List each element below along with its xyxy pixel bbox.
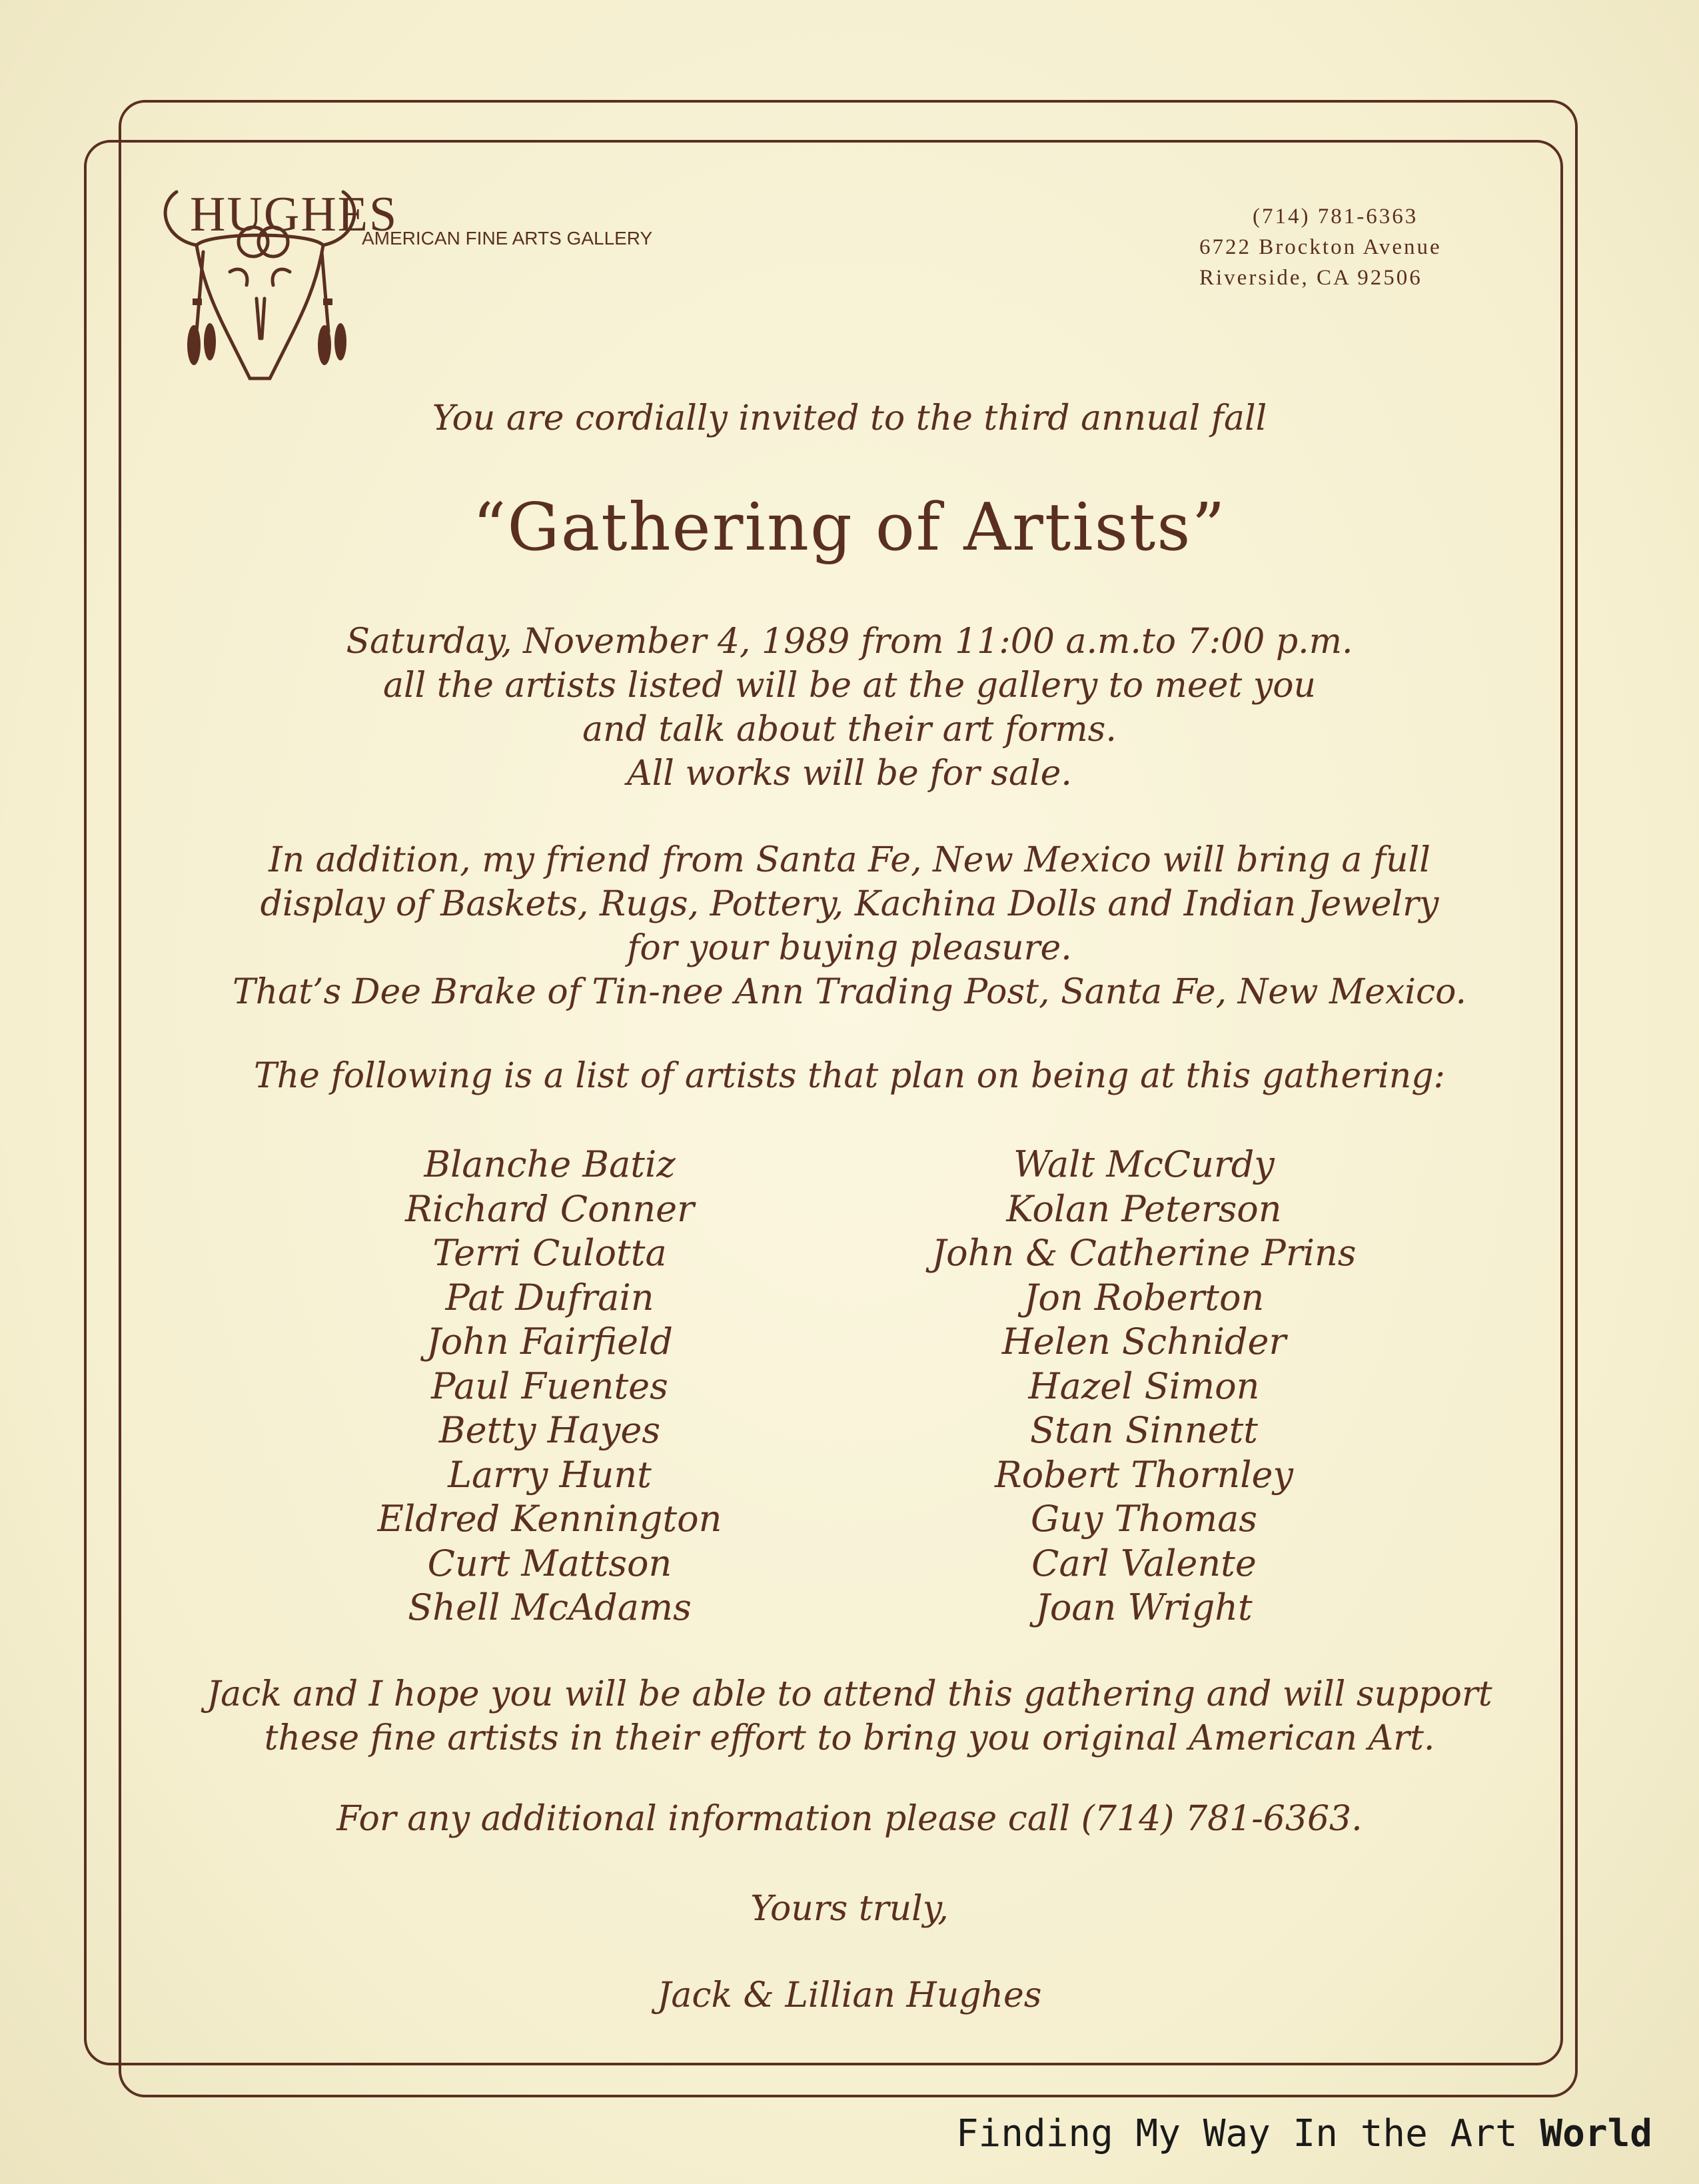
blog-watermark: [956, 2112, 1652, 2155]
details-line: Saturday, November 4, 1989 from 11:00 a.m.to 7:00 p.m.: [346, 622, 1353, 662]
artist-name: Blanche Batiz: [424, 1143, 676, 1185]
artist-name: Pat Dufrain: [445, 1276, 654, 1319]
artist-name: Terri Culotta: [432, 1232, 667, 1274]
gallery-city: Riverside, CA 92506: [1199, 266, 1422, 290]
artist-name: Eldred Kennington: [377, 1498, 722, 1540]
artist-name: Jon Roberton: [1023, 1276, 1265, 1319]
gallery-phone: (714) 781-6363: [1253, 205, 1418, 229]
watermark-bold-text: World: [1540, 2112, 1652, 2155]
addition-line: That’s Dee Brake of Tin-nee Ann Trading Post, Santa Fe, New Mexico.: [232, 972, 1467, 1012]
contact-block: [1199, 201, 1506, 293]
gallery-name: HUGHES: [190, 187, 398, 242]
artist-name: Helen Schnider: [1001, 1321, 1287, 1363]
event-title: “Gathering of Artists”: [472, 490, 1227, 566]
closing-line: these fine artists in their effort to bring you original American Art.: [264, 1718, 1435, 1758]
artist-list-intro: The following is a list of artists that plan on being at this gathering:: [253, 1056, 1446, 1096]
gallery-logo: [150, 179, 653, 398]
artist-name: Betty Hayes: [438, 1409, 661, 1451]
invitation-intro: You are cordially invited to the third annual fall: [432, 398, 1267, 438]
artist-name: Richard Conner: [405, 1187, 694, 1230]
artist-name: Hazel Simon: [1028, 1365, 1260, 1407]
addition-line: for your buying pleasure.: [627, 928, 1072, 968]
closing-paragraph: [0, 1672, 1699, 1760]
artist-list-right: [911, 1143, 1377, 1630]
event-details: [0, 620, 1699, 796]
artist-name: Kolan Peterson: [1006, 1187, 1282, 1230]
details-line: all the artists listed will be at the gallery to meet you: [382, 666, 1316, 706]
regards: Yours truly,: [750, 1889, 949, 1929]
artist-name: Curt Mattson: [427, 1542, 672, 1584]
artist-name: Carl Valente: [1031, 1542, 1257, 1584]
artist-name: Shell McAdams: [408, 1586, 692, 1628]
signature: Jack & Lillian Hughes: [657, 1975, 1042, 2015]
watermark-text: Finding My Way In the Art: [955, 2112, 1540, 2155]
artist-list-left: [316, 1143, 783, 1630]
artist-name: Larry Hunt: [448, 1453, 652, 1496]
addition-paragraph: [0, 838, 1699, 1014]
details-line: All works will be for sale.: [627, 754, 1072, 794]
artist-name: Stan Sinnett: [1029, 1409, 1258, 1451]
artist-name: John & Catherine Prins: [931, 1232, 1357, 1274]
artist-name: Guy Thomas: [1030, 1498, 1257, 1540]
artist-name: John Fairfield: [426, 1321, 673, 1363]
artist-name: Robert Thornley: [994, 1453, 1293, 1496]
gallery-street: 6722 Brockton Avenue: [1199, 235, 1442, 259]
contact-info-line: For any additional information please call (714) 781-6363.: [336, 1799, 1363, 1839]
addition-line: display of Baskets, Rugs, Pottery, Kachina Dolls and Indian Jewelry: [260, 884, 1439, 924]
gallery-subtitle: AMERICAN FINE ARTS GALLERY: [362, 228, 653, 249]
artist-name: Paul Fuentes: [431, 1365, 668, 1407]
artist-name: Joan Wright: [1035, 1586, 1253, 1628]
closing-line: Jack and I hope you will be able to attend this gathering and will support: [207, 1674, 1492, 1714]
artist-name: Walt McCurdy: [1013, 1143, 1275, 1185]
details-line: and talk about their art forms.: [582, 710, 1117, 750]
addition-line: In addition, my friend from Santa Fe, New Mexico will bring a full: [269, 840, 1430, 880]
